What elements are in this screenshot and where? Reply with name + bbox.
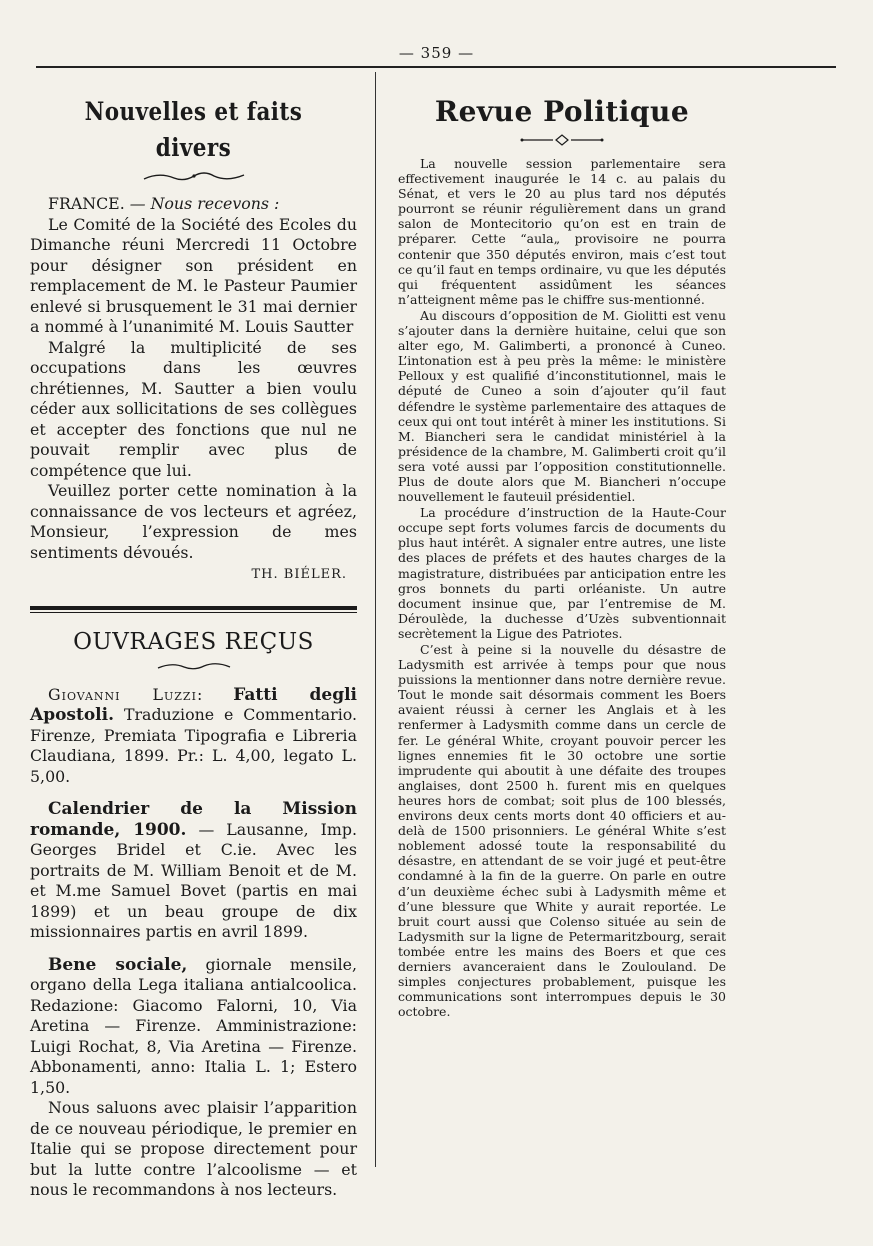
left-column <box>30 86 357 1201</box>
signature: TH. BIÉLER. <box>251 567 347 582</box>
section-title-revue-politique: Revue Politique <box>434 95 690 128</box>
ornament-flourish-icon <box>154 661 234 673</box>
article-paragraph: La nouvelle session parlementaire sera effectivement inaugurée le 14 c. au palais du Sénat, et vers le 20 au plus tard nos députés pourront se réunir régulièrement dans un grand salon de Montecitorio qu’on est en train de préparer. Cette “aula„ provisoire ne pourra contenir que 350 députés environ, mais c’est tout ce qu’il faut en temps ordinaire, vu que les députés qui fréquentent assidûment les séances n’atteignent même pas le chiffre sus-mentionné. <box>398 156 726 307</box>
book-description: — Lausanne, Imp. Georges Bridel et C.ie. Avec les portraits de M. William Benoit et de M. et M.me Samuel Bovet (partis en mai 1899) et un beau groupe de dix missionnaires partis en avril 1899. <box>30 819 357 941</box>
france-line <box>30 194 357 215</box>
page-number: — 359 — <box>398 44 475 62</box>
france-intro: — Nous recevons : <box>129 194 280 213</box>
column-divider <box>375 72 376 1167</box>
section-rule-thin <box>30 612 357 613</box>
book-description: giornale mensile, organo della Lega italiana antialcoolica. Redazione: Giacomo Falorni, 10, Via Aretina — Firenze. Amministrazione: Luigi Rochat, 8, Via Aretina — Firenze. Abbonamenti, anno: Italia L. 1; Estero 1,50. <box>30 954 357 1097</box>
letter-paragraph: Malgré la multiplicité de ses occupations dans les œuvres chrétiennes, M. Sautter a bien voulu céder aux sollicitations de ses collègues et accepter des fonctions que nul ne pouvait remplir avec plus de compétence que lui. <box>30 337 357 480</box>
ornament-flourish-icon <box>139 170 249 184</box>
closing-paragraph: Nous saluons avec plaisir l’apparition de ce nouveau périodique, le premier en Italie qui se propose directement pour but la lutte contre l’alcoolisme — et nous le recommandons à nos lecteurs. <box>30 1098 357 1199</box>
article-paragraph: C’est à peine si la nouvelle du désastre de Ladysmith est arrivée à temps pour que nous puissions la mentionner dans notre dernière revue. Tout le monde sait désormais comment les Boers avaient réussi à cerner les Anglais et à les renfermer à Ladysmith comme dans un cercle de fer. Le général White, croyant pouvoir percer les lignes ennemies fit le 30 octobre une sortie imprudente qui aboutit à une défaite des troupes anglaises, dont 2500 h. furent mis en quelques heures hors de combat; soit plus de 100 blessés, environs deux cents morts dont 40 officiers et au-delà de 1500 prisonniers. Le général White s’est noblement adossé toute la responsabilité du désastre, en attendant de se voir jugé et peut-être condamné à la fin de la guerre. On parle en outre d’un deuxième échec subi à Ladysmith même et d’une blessure que White y aurait reportée. Le bruit court aussi que Colenso située au sein de Ladysmith sur la ligne de Petermaritzbourg, serait tombée entre les mains des Boers et que ces derniers avanceraient dans le Zoulouland. De simples conjectures probablement, puisque les communications sont interrompues depuis le 30 octobre. <box>398 642 726 1020</box>
book-title: Calendrier de la Mission romande, 1900. <box>30 799 357 840</box>
france-label: FRANCE. <box>48 194 125 213</box>
letter-paragraph: Veuillez porter cette nomination à la connaissance de vos lecteurs et agréez, Monsieur, l’expression de mes sentiments dévoués. <box>30 481 357 562</box>
book-description: Traduzione e Commentario. Firenze, Premiata Tipografia e Libreria Claudiana, 1899. Pr.: L. 4,00, legato L. 5,00. <box>30 705 358 786</box>
book-title: Bene sociale, <box>48 954 188 975</box>
article-paragraph: La procédure d’instruction de la Haute-Cour occupe sept forts volumes farcis de documents du plus haut intérêt. A signaler entre autres, une liste des places de préfets et des hautes charges de la magistrature, distribuées par anticipation entre les gros bonnets du parti orléaniste. Un autre document insinue que, par l’entremise de M. Déroulède, la duchesse d’Uzès subventionnait secrètement la Ligue des Patriotes. <box>398 505 726 641</box>
section-title-ouvrages: OUVRAGES REÇUS <box>73 628 314 655</box>
book-author: Giovanni Luzzi <box>48 684 197 704</box>
book-entry-2 <box>30 799 357 943</box>
section-title-nouvelles: Nouvelles et faits divers <box>84 97 303 162</box>
section-rule-thick <box>30 606 357 610</box>
book-title: Fatti degli Apostoli. <box>30 684 357 725</box>
letter-paragraph: Le Comité de la Société des Ecoles du Dimanche réuni Mercredi 11 Octobre pour désigner son président en remplacement de M. le Pasteur Paumier enlevé si brusquement le 31 mai dernier a nommé à l’unanimité M. Louis Sautter <box>30 214 357 336</box>
article-paragraph: Au discours d’opposition de M. Giolitti est venu s’ajouter dans la dernière huitaine, celui que son alter ego, M. Galimberti, a prononcé à Cuneo. L’intonation est à peu près la même: le ministère Pelloux y est qualifié d’inconstitutionnel, mais le député de Cuneo a soin d’ajouter qu’il faut défendre le système parlementaire des attaques de ceux qui ont tout intérêt à miner les institutions. Si M. Biancheri sera le candidat ministériel à la présidence de la chambre, M. Galimberti croit qu’il sera voté aussi par l’opposition constitutionnelle. Plus de doute alors que M. Biancheri n’occupe nouvellement le fauteuil présidentiel. <box>398 307 726 505</box>
header-rule <box>36 66 836 68</box>
ornament-diamond-icon <box>517 134 607 146</box>
book-entry-1: Giovanni Luzzi: Fatti degli Apostoli. Traduzione e Commentario. Firenze, Premiata Tipografia e Libreria Claudiana, 1899. Pr.: L. 4,00, legato L. 5,00. <box>30 684 358 786</box>
book-entry-3 <box>30 955 357 1099</box>
right-column <box>398 86 726 1019</box>
